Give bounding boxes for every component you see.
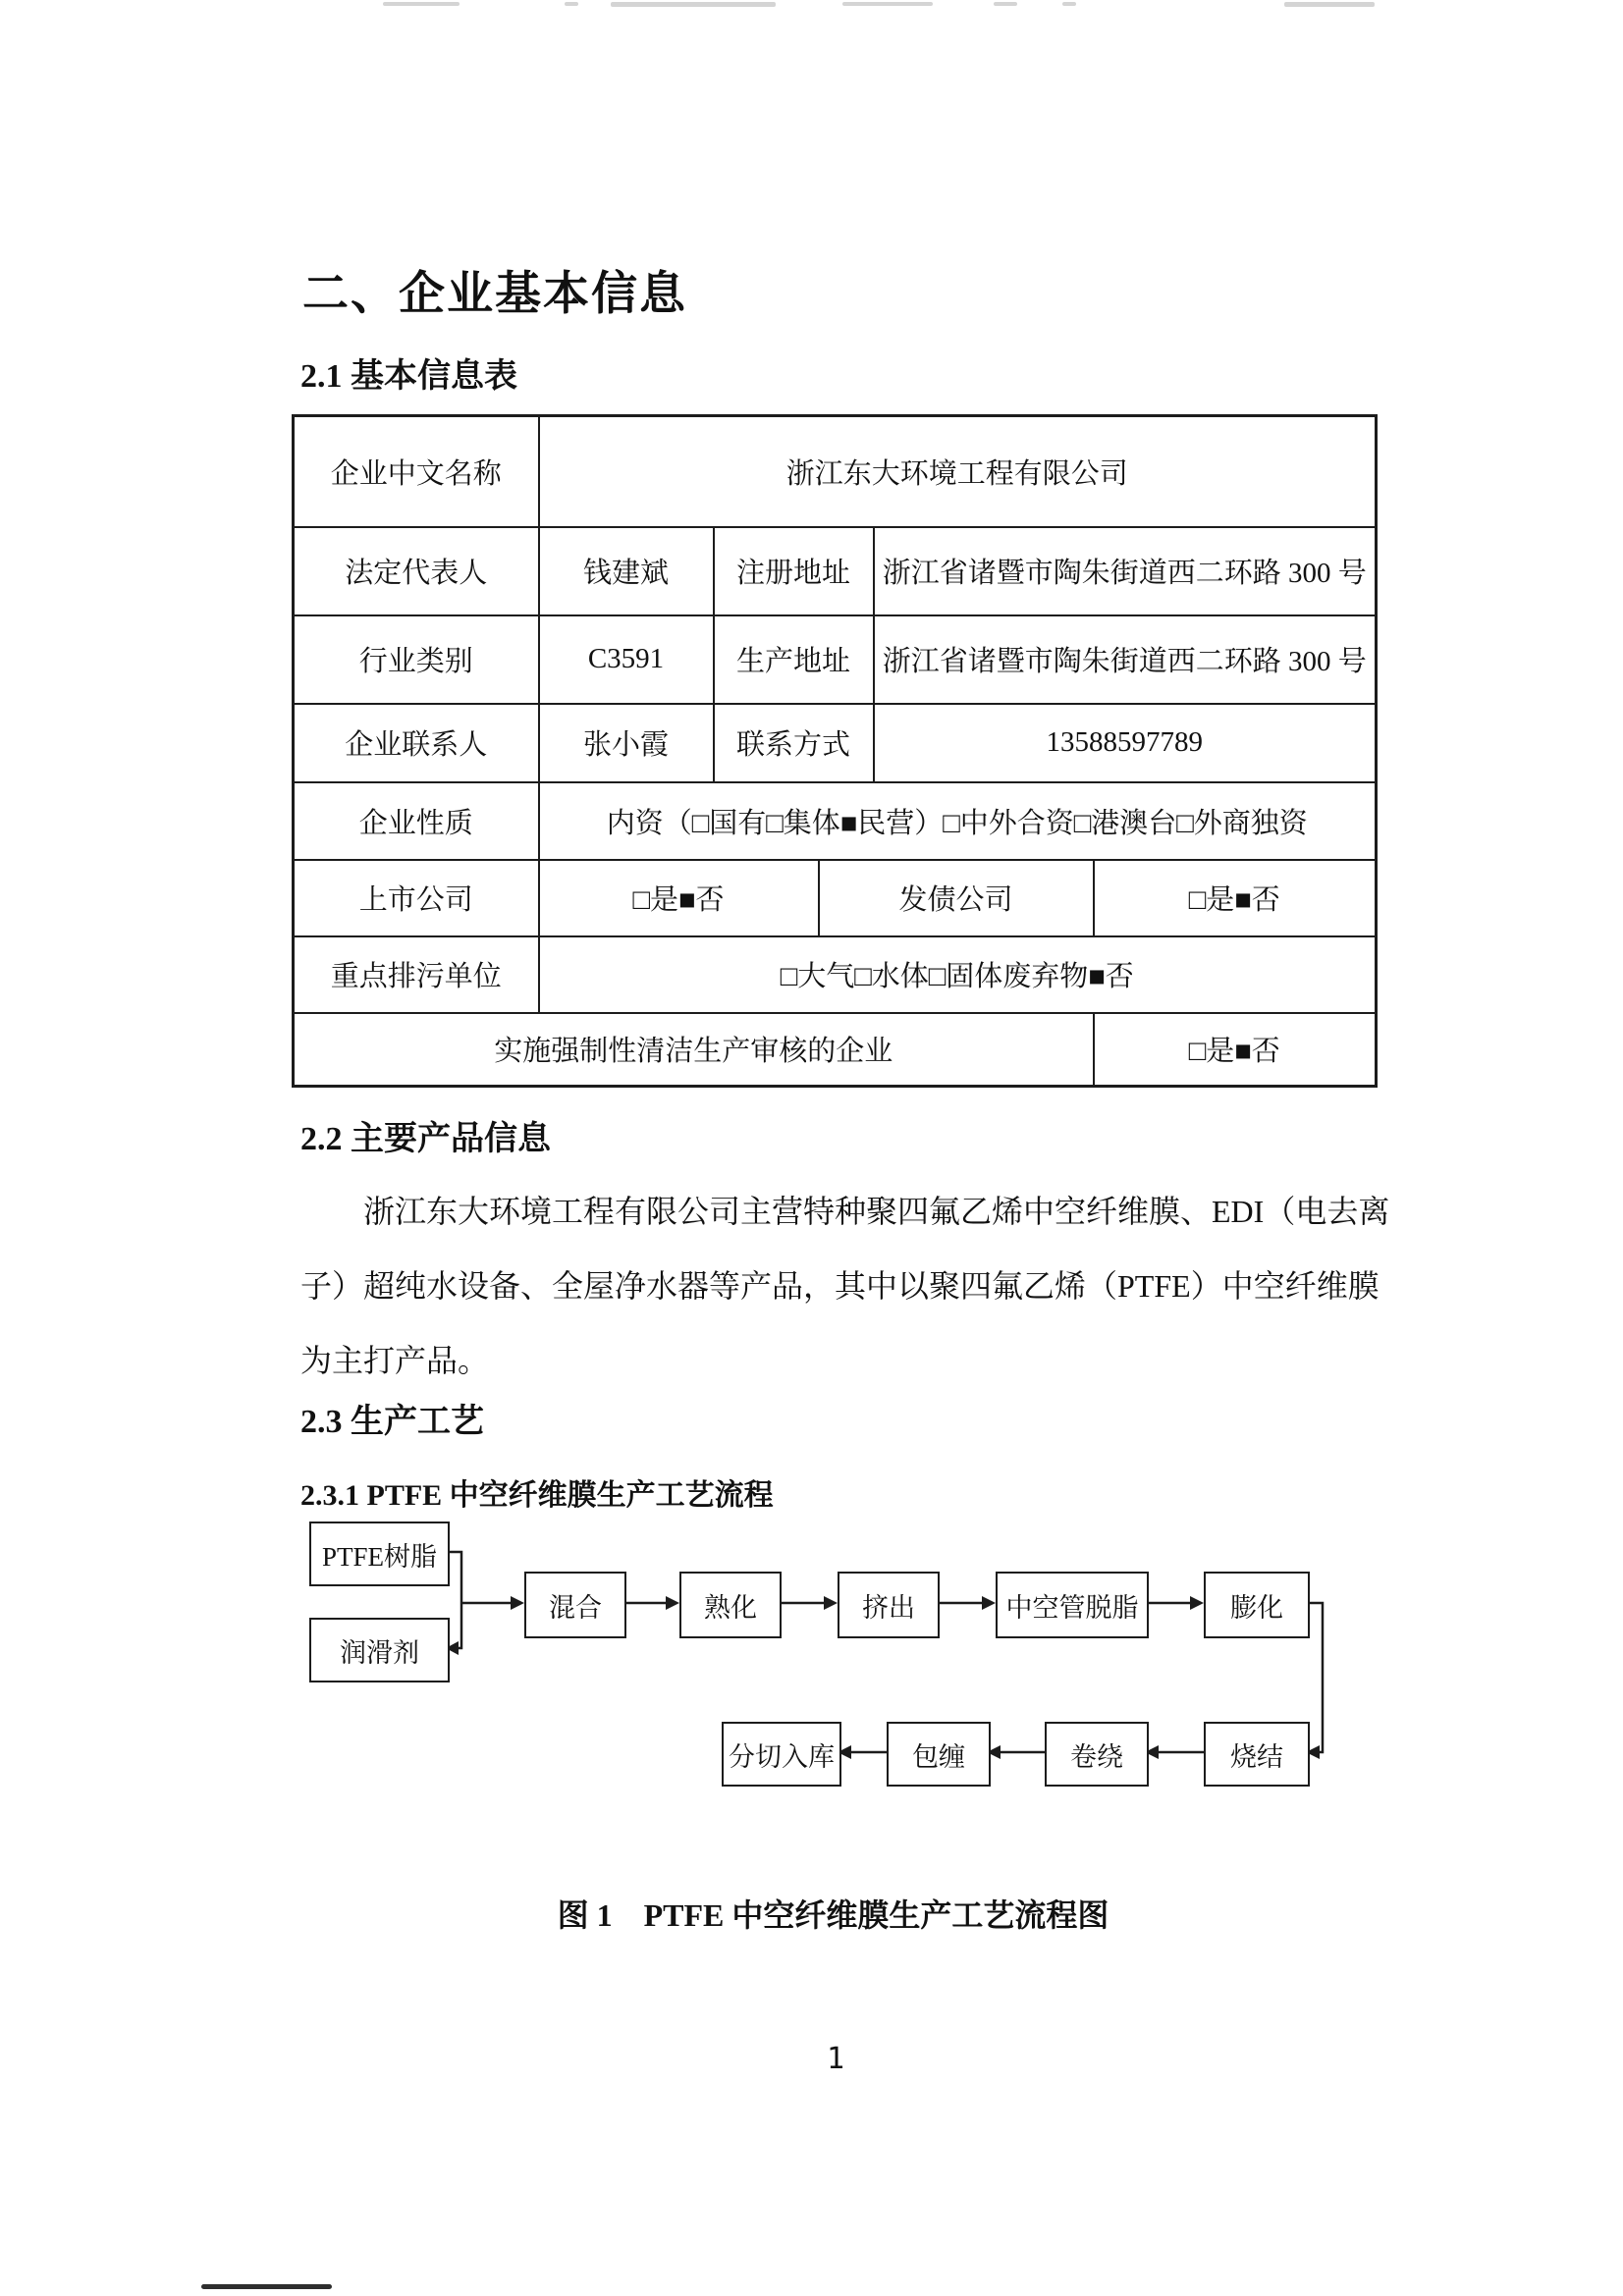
- value-legal-representative: 钱建斌: [539, 527, 714, 615]
- value-bond-issuing-company: □是■否: [1094, 860, 1377, 936]
- flow-node-cutting-storage: 分切入库: [722, 1722, 841, 1787]
- value-enterprise-nature: 内资（□国有□集体■民营）□中外合资□港澳台□外商独资: [539, 782, 1377, 860]
- table-row: [294, 782, 1377, 860]
- flow-node-ptfe-resin: PTFE树脂: [309, 1522, 450, 1586]
- table-row: [294, 416, 1377, 527]
- flow-node-expansion: 膨化: [1204, 1572, 1310, 1638]
- subsection-heading-2-3-1: 2.3.1 PTFE 中空纤维膜生产工艺流程: [300, 1479, 774, 1512]
- label-industry-category: 行业类别: [294, 615, 539, 704]
- table-row: [294, 936, 1377, 1013]
- value-company-name: 浙江东大环境工程有限公司: [539, 416, 1377, 527]
- value-production-address: 浙江省诸暨市陶朱街道西二环路 300 号: [874, 615, 1377, 704]
- label-legal-representative: 法定代表人: [294, 527, 539, 615]
- flow-node-extrusion: 挤出: [838, 1572, 940, 1638]
- value-key-pollutant-unit: □大气□水体□固体废弃物■否: [539, 936, 1377, 1013]
- basic-info-table: [292, 414, 1378, 1088]
- flow-node-hollow-tube-degreasing: 中空管脱脂: [996, 1572, 1149, 1638]
- label-company-name: 企业中文名称: [294, 416, 539, 527]
- value-contact-phone: 13588597789: [874, 704, 1377, 782]
- value-industry-category: C3591: [539, 615, 714, 704]
- label-contact-person: 企业联系人: [294, 704, 539, 782]
- value-mandatory-cleaner-production-audit: □是■否: [1094, 1013, 1377, 1087]
- section-heading-2: 二、企业基本信息: [302, 269, 687, 320]
- scan-artifact: [1284, 2, 1375, 7]
- label-registered-address: 注册地址: [714, 527, 874, 615]
- value-listed-company: □是■否: [539, 860, 819, 936]
- table-row: [294, 860, 1377, 936]
- label-key-pollutant-unit: 重点排污单位: [294, 936, 539, 1013]
- paragraph-line: 为主打产品。: [300, 1343, 490, 1378]
- page-number: 1: [827, 2042, 845, 2076]
- value-registered-address: 浙江省诸暨市陶朱街道西二环路 300 号: [874, 527, 1377, 615]
- paragraph-line: 子）超纯水设备、全屋净水器等产品，其中以聚四氟乙烯（PTFE）中空纤维膜: [300, 1268, 1380, 1304]
- label-bond-issuing-company: 发债公司: [819, 860, 1094, 936]
- subsection-heading-2-1: 2.1 基本信息表: [300, 358, 517, 395]
- subsection-heading-2-3: 2.3 生产工艺: [300, 1404, 484, 1440]
- scan-edge-mark: [201, 2284, 332, 2289]
- process-flowchart: [285, 1507, 1404, 1801]
- flow-node-wrapping: 包缠: [887, 1722, 991, 1787]
- label-production-address: 生产地址: [714, 615, 874, 704]
- scan-artifact: [994, 2, 1017, 6]
- label-enterprise-nature: 企业性质: [294, 782, 539, 860]
- flow-node-curing: 熟化: [679, 1572, 782, 1638]
- table-row: [294, 615, 1377, 704]
- flow-node-mixing: 混合: [524, 1572, 626, 1638]
- table-row: [294, 1013, 1377, 1087]
- scan-artifact: [565, 2, 578, 6]
- label-mandatory-cleaner-production-audit: 实施强制性清洁生产审核的企业: [294, 1013, 1094, 1087]
- flow-node-lubricant: 润滑剂: [309, 1618, 450, 1682]
- scan-artifact: [842, 2, 933, 6]
- label-contact-method: 联系方式: [714, 704, 874, 782]
- subsection-heading-2-2: 2.2 主要产品信息: [300, 1121, 551, 1157]
- figure-caption: 图 1 PTFE 中空纤维膜生产工艺流程图: [557, 1897, 1109, 1933]
- scan-artifact: [1062, 2, 1076, 6]
- table-row: [294, 704, 1377, 782]
- main-products-paragraph: [300, 1174, 1390, 1398]
- table-row: [294, 527, 1377, 615]
- flow-node-sintering: 烧结: [1204, 1722, 1310, 1787]
- scan-artifact: [611, 2, 776, 7]
- scan-artifact: [383, 2, 460, 6]
- label-listed-company: 上市公司: [294, 860, 539, 936]
- flow-node-winding: 卷绕: [1045, 1722, 1149, 1787]
- value-contact-person: 张小霞: [539, 704, 714, 782]
- paragraph-line: 浙江东大环境工程有限公司主营特种聚四氟乙烯中空纤维膜、EDI（电去离: [363, 1194, 1390, 1229]
